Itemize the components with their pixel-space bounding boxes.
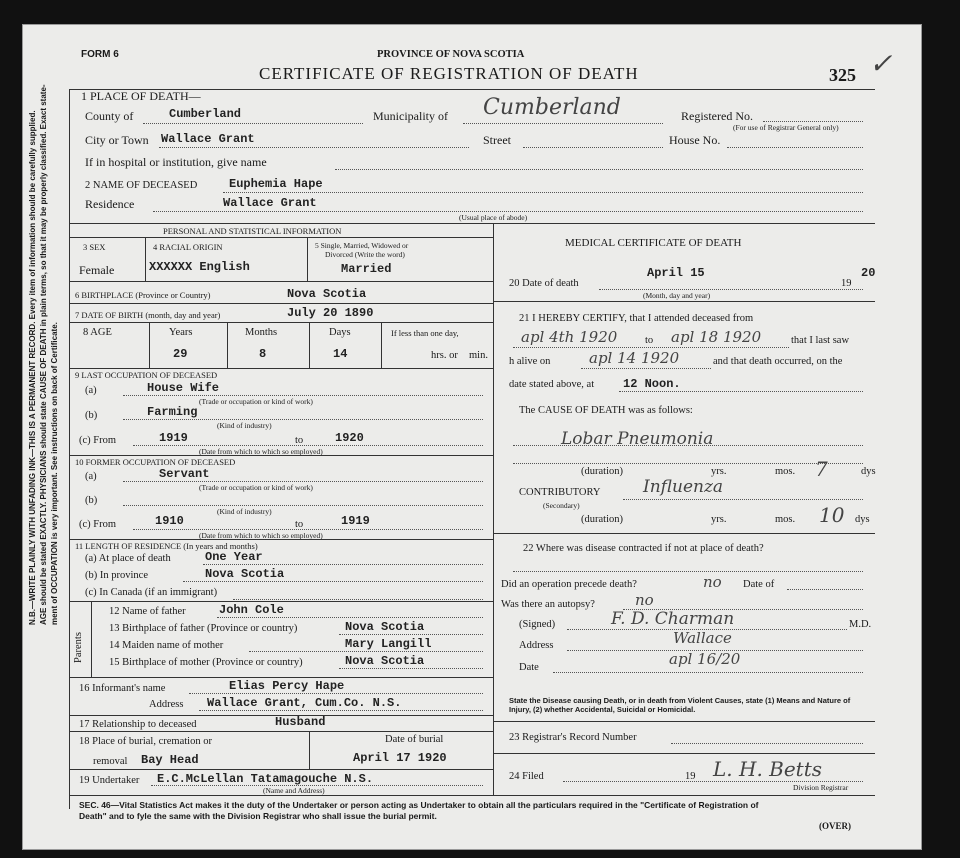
hrs-label: hrs. or (431, 350, 458, 361)
years-label: Years (169, 327, 193, 338)
residence-c-label: (c) In Canada (if an immigrant) (85, 587, 218, 598)
last-saw-label: that I last saw (791, 335, 850, 346)
racial-origin-label: 4 RACIAL ORIGIN (153, 242, 223, 252)
signed-label: (Signed) (519, 619, 556, 630)
duration-1-mos: mos. (775, 466, 796, 477)
duration-2-dys: dys (855, 514, 870, 525)
municipality-value: Cumberland (483, 95, 621, 120)
contributory-value: Influenza (643, 477, 724, 497)
sidebar-line-3: ment of OCCUPATION is very important. See instructions on back of Certificate. (50, 322, 59, 625)
last-industry-note: (Kind of industry) (217, 421, 272, 430)
former-trade-note: (Trade or occupation or kind of work) (199, 483, 313, 492)
residence-length-label: 11 LENGTH OF RESIDENCE (In years and months) (75, 541, 258, 551)
filed-label: 24 Filed (509, 771, 544, 782)
death-year-prefix: 19 (841, 278, 852, 289)
months-label: Months (245, 327, 278, 338)
last-from-value: 1919 (159, 431, 188, 445)
residence-label: Residence (85, 197, 135, 211)
sex-value: Female (79, 263, 115, 277)
physician-signature: F. D. Charman (611, 609, 735, 629)
undertaker-note: (Name and Address) (263, 786, 325, 795)
racial-origin-value: XXXXXX English (149, 260, 250, 274)
parents-side-label: Parents (73, 632, 84, 663)
birthplace-label: 6 BIRTHPLACE (Province or Country) (75, 290, 211, 300)
burial-place-label-1: 18 Place of burial, cremation or (79, 736, 212, 747)
death-date-value: April 15 (647, 266, 705, 280)
certify-label: 21 I HEREBY CERTIFY, that I attended deceased from (519, 313, 754, 324)
last-trade-note: (Trade or occupation or kind of work) (199, 397, 313, 406)
birthplace-value: Nova Scotia (287, 287, 367, 301)
years-value: 29 (173, 347, 188, 361)
attended-to-value: apl 18 1920 (671, 328, 762, 346)
deceased-name-label: 2 NAME OF DECEASED (85, 180, 198, 191)
operation-value: no (703, 573, 722, 591)
mother-name-value: Mary Langill (345, 637, 432, 651)
marital-value: Married (341, 262, 392, 276)
autopsy-label: Was there an autopsy? (501, 599, 595, 610)
city-value: Wallace Grant (161, 132, 255, 146)
dob-value: July 20 1890 (287, 306, 374, 320)
personal-header: PERSONAL AND STATISTICAL INFORMATION (163, 226, 342, 236)
former-industry-note: (Kind of industry) (217, 507, 272, 516)
dob-label: 7 DATE OF BIRTH (month, day and year) (75, 310, 221, 320)
burial-date-value: April 17 1920 (353, 751, 447, 765)
operation-label: Did an operation precede death? (501, 579, 637, 590)
duration-1-yrs: yrs. (711, 466, 727, 477)
informant-address-value: Wallace Grant, Cum.Co. N.S. (207, 696, 402, 710)
duration-2-label: (duration) (581, 514, 623, 525)
contributory-label: CONTRIBUTORY (519, 487, 601, 498)
attended-to-label: to (645, 335, 654, 346)
father-name-value: John Cole (219, 603, 284, 617)
former-from-label: (c) From (79, 519, 117, 530)
duration-1-value: 7 (815, 457, 828, 481)
age-label: 8 AGE (83, 327, 112, 338)
former-occupation-label: 10 FORMER OCCUPATION OF DECEASED (75, 457, 236, 467)
former-b-label: (b) (85, 495, 98, 506)
alive-on-label: h alive on (509, 356, 551, 367)
former-occupation-value: Servant (159, 467, 210, 481)
last-to-value: 1920 (335, 431, 364, 445)
county-value: Cumberland (169, 107, 242, 121)
footer-sec-line-2: Death" and to fyle the same with the Division Registrar who shall issue the burial permit. (79, 811, 437, 821)
residence-a-value: One Year (205, 550, 263, 564)
autopsy-value: no (635, 591, 654, 609)
mother-birthplace-value: Nova Scotia (345, 654, 425, 668)
former-from-value: 1910 (155, 514, 184, 528)
last-to-label: to (295, 435, 304, 446)
death-occurred-label: and that death occurred, on the (713, 356, 843, 367)
mother-name-label: 14 Maiden name of mother (109, 640, 224, 651)
former-a-label: (a) (85, 471, 97, 482)
last-occupation-value: House Wife (147, 381, 220, 395)
registered-no-note: (For use of Registrar General only) (733, 123, 839, 132)
marital-label-1: 5 Single, Married, Widowed or (315, 241, 409, 250)
former-to-label: to (295, 519, 304, 530)
death-certificate (22, 24, 922, 850)
page-title: CERTIFICATE OF REGISTRATION OF DEATH (259, 64, 639, 83)
marital-label-2: Divorced (Write the word) (325, 250, 405, 259)
min-label: min. (469, 350, 488, 361)
last-b-label: (b) (85, 410, 98, 421)
alive-on-value: apl 14 1920 (589, 349, 680, 367)
sidebar-line-2: AGE should be stated EXACTLY. PHYSICIANS should state CAUSE OF DEATH in plain terms, so that it may be properly classified. Exact state- (39, 84, 48, 625)
city-label: City or Town (85, 133, 149, 147)
duration-1-label: (duration) (581, 466, 623, 477)
registrar-signature: L. H. Betts (713, 757, 823, 781)
hospital-label: If in hospital or institution, give name (85, 155, 267, 169)
undertaker-label: 19 Undertaker (79, 775, 140, 786)
sidebar-line-1: N.B.—WRITE PLAINLY WITH UNFADING INK—THIS IS A PERMANENT RECORD. Every item of information should be carefully supplied. (28, 110, 37, 625)
duration-1-dys: dys (861, 466, 876, 477)
physician-date-value: apl 16/20 (669, 650, 741, 668)
father-birthplace-label: 13 Birthplace of father (Province or country) (109, 623, 298, 634)
physician-date-label: Date (519, 662, 539, 673)
cause-label: The CAUSE OF DEATH was as follows: (519, 405, 693, 416)
last-industry-value: Farming (147, 405, 198, 419)
duration-2-mos: mos. (775, 514, 796, 525)
certificate-number: 325 (829, 65, 856, 85)
mother-birthplace-label: 15 Birthplace of mother (Province or country) (109, 657, 303, 668)
medical-header: MEDICAL CERTIFICATE OF DEATH (565, 237, 742, 249)
violent-causes-note: State the Disease causing Death, or in death from Violent Causes, state (1) Means and Nature of Injury, (2) whether Accidental, Suicidal or Homicidal. (509, 696, 851, 714)
duration-2-value: 10 (819, 503, 845, 527)
informant-name-label: 16 Informant's name (79, 683, 166, 694)
residence-b-label: (b) In province (85, 570, 148, 581)
burial-place-value: Bay Head (141, 753, 199, 767)
residence-value: Wallace Grant (223, 196, 317, 210)
father-name-label: 12 Name of father (109, 606, 186, 617)
q22-label: 22 Where was disease contracted if not at place of death? (523, 543, 764, 554)
province-heading: PROVINCE OF NOVA SCOTIA (377, 49, 525, 60)
house-no-label: House No. (669, 133, 721, 147)
registrar-note: Division Registrar (793, 783, 849, 792)
relationship-value: Husband (275, 715, 326, 729)
physician-address-value: Wallace (673, 629, 732, 647)
informant-name-value: Elias Percy Hape (229, 679, 345, 693)
residence-a-label: (a) At place of death (85, 553, 171, 564)
last-a-label: (a) (85, 385, 97, 396)
burial-place-label-2: removal (93, 756, 128, 767)
burial-date-label: Date of burial (385, 734, 444, 745)
days-value: 14 (333, 347, 348, 361)
municipality-label: Municipality of (373, 109, 448, 123)
place-section-label: 1 PLACE OF DEATH— (81, 89, 201, 103)
undertaker-value: E.C.McLellan Tatamagouche N.S. (157, 772, 374, 786)
days-label: Days (329, 327, 351, 338)
physician-address-label: Address (519, 640, 554, 651)
footer-sec-line-1: SEC. 46—Vital Statistics Act makes it the duty of the Undertaker or person acting as Undertaker to obtain all the particulars required in the "Certificate of Registration of (79, 800, 759, 810)
record-number-label: 23 Registrar's Record Number (509, 732, 637, 743)
informant-address-label: Address (149, 699, 184, 710)
sex-label: 3 SEX (83, 242, 106, 252)
county-label: County of (85, 109, 134, 123)
cause-value: Lobar Pneumonia (561, 429, 714, 449)
less-than-day-label: If less than one day, (391, 328, 459, 338)
last-occupation-label: 9 LAST OCCUPATION OF DECEASED (75, 370, 218, 380)
death-date-label: 20 Date of death (509, 278, 579, 289)
registered-no-label: Registered No. (681, 109, 753, 123)
date-stated-label: date stated above, at (509, 379, 595, 390)
death-time-value: 12 Noon. (623, 377, 681, 391)
form-number: FORM 6 (81, 49, 119, 60)
filed-year: 19 (685, 771, 696, 782)
death-date-note: (Month, day and year) (643, 291, 711, 300)
months-value: 8 (259, 347, 267, 361)
residence-note: (Usual place of abode) (459, 213, 528, 222)
street-label: Street (483, 133, 511, 147)
md-label: M.D. (849, 619, 872, 630)
secondary-note: (Secondary) (543, 501, 580, 510)
operation-date-label: Date of (743, 579, 775, 590)
relationship-label: 17 Relationship to deceased (79, 719, 197, 730)
former-dates-note: (Date from which to which so employed) (199, 531, 323, 540)
former-to-value: 1919 (341, 514, 370, 528)
check-mark: ✓ (869, 47, 893, 80)
last-dates-note: (Date from which to which so employed) (199, 447, 323, 456)
father-birthplace-value: Nova Scotia (345, 620, 425, 634)
last-from-label: (c) From (79, 435, 117, 446)
deceased-name-value: Euphemia Hape (229, 177, 323, 191)
residence-b-value: Nova Scotia (205, 567, 285, 581)
duration-2-yrs: yrs. (711, 514, 727, 525)
death-year-value: 20 (861, 266, 876, 280)
over-label: (OVER) (819, 821, 851, 831)
attended-from-value: apl 4th 1920 (521, 328, 618, 346)
